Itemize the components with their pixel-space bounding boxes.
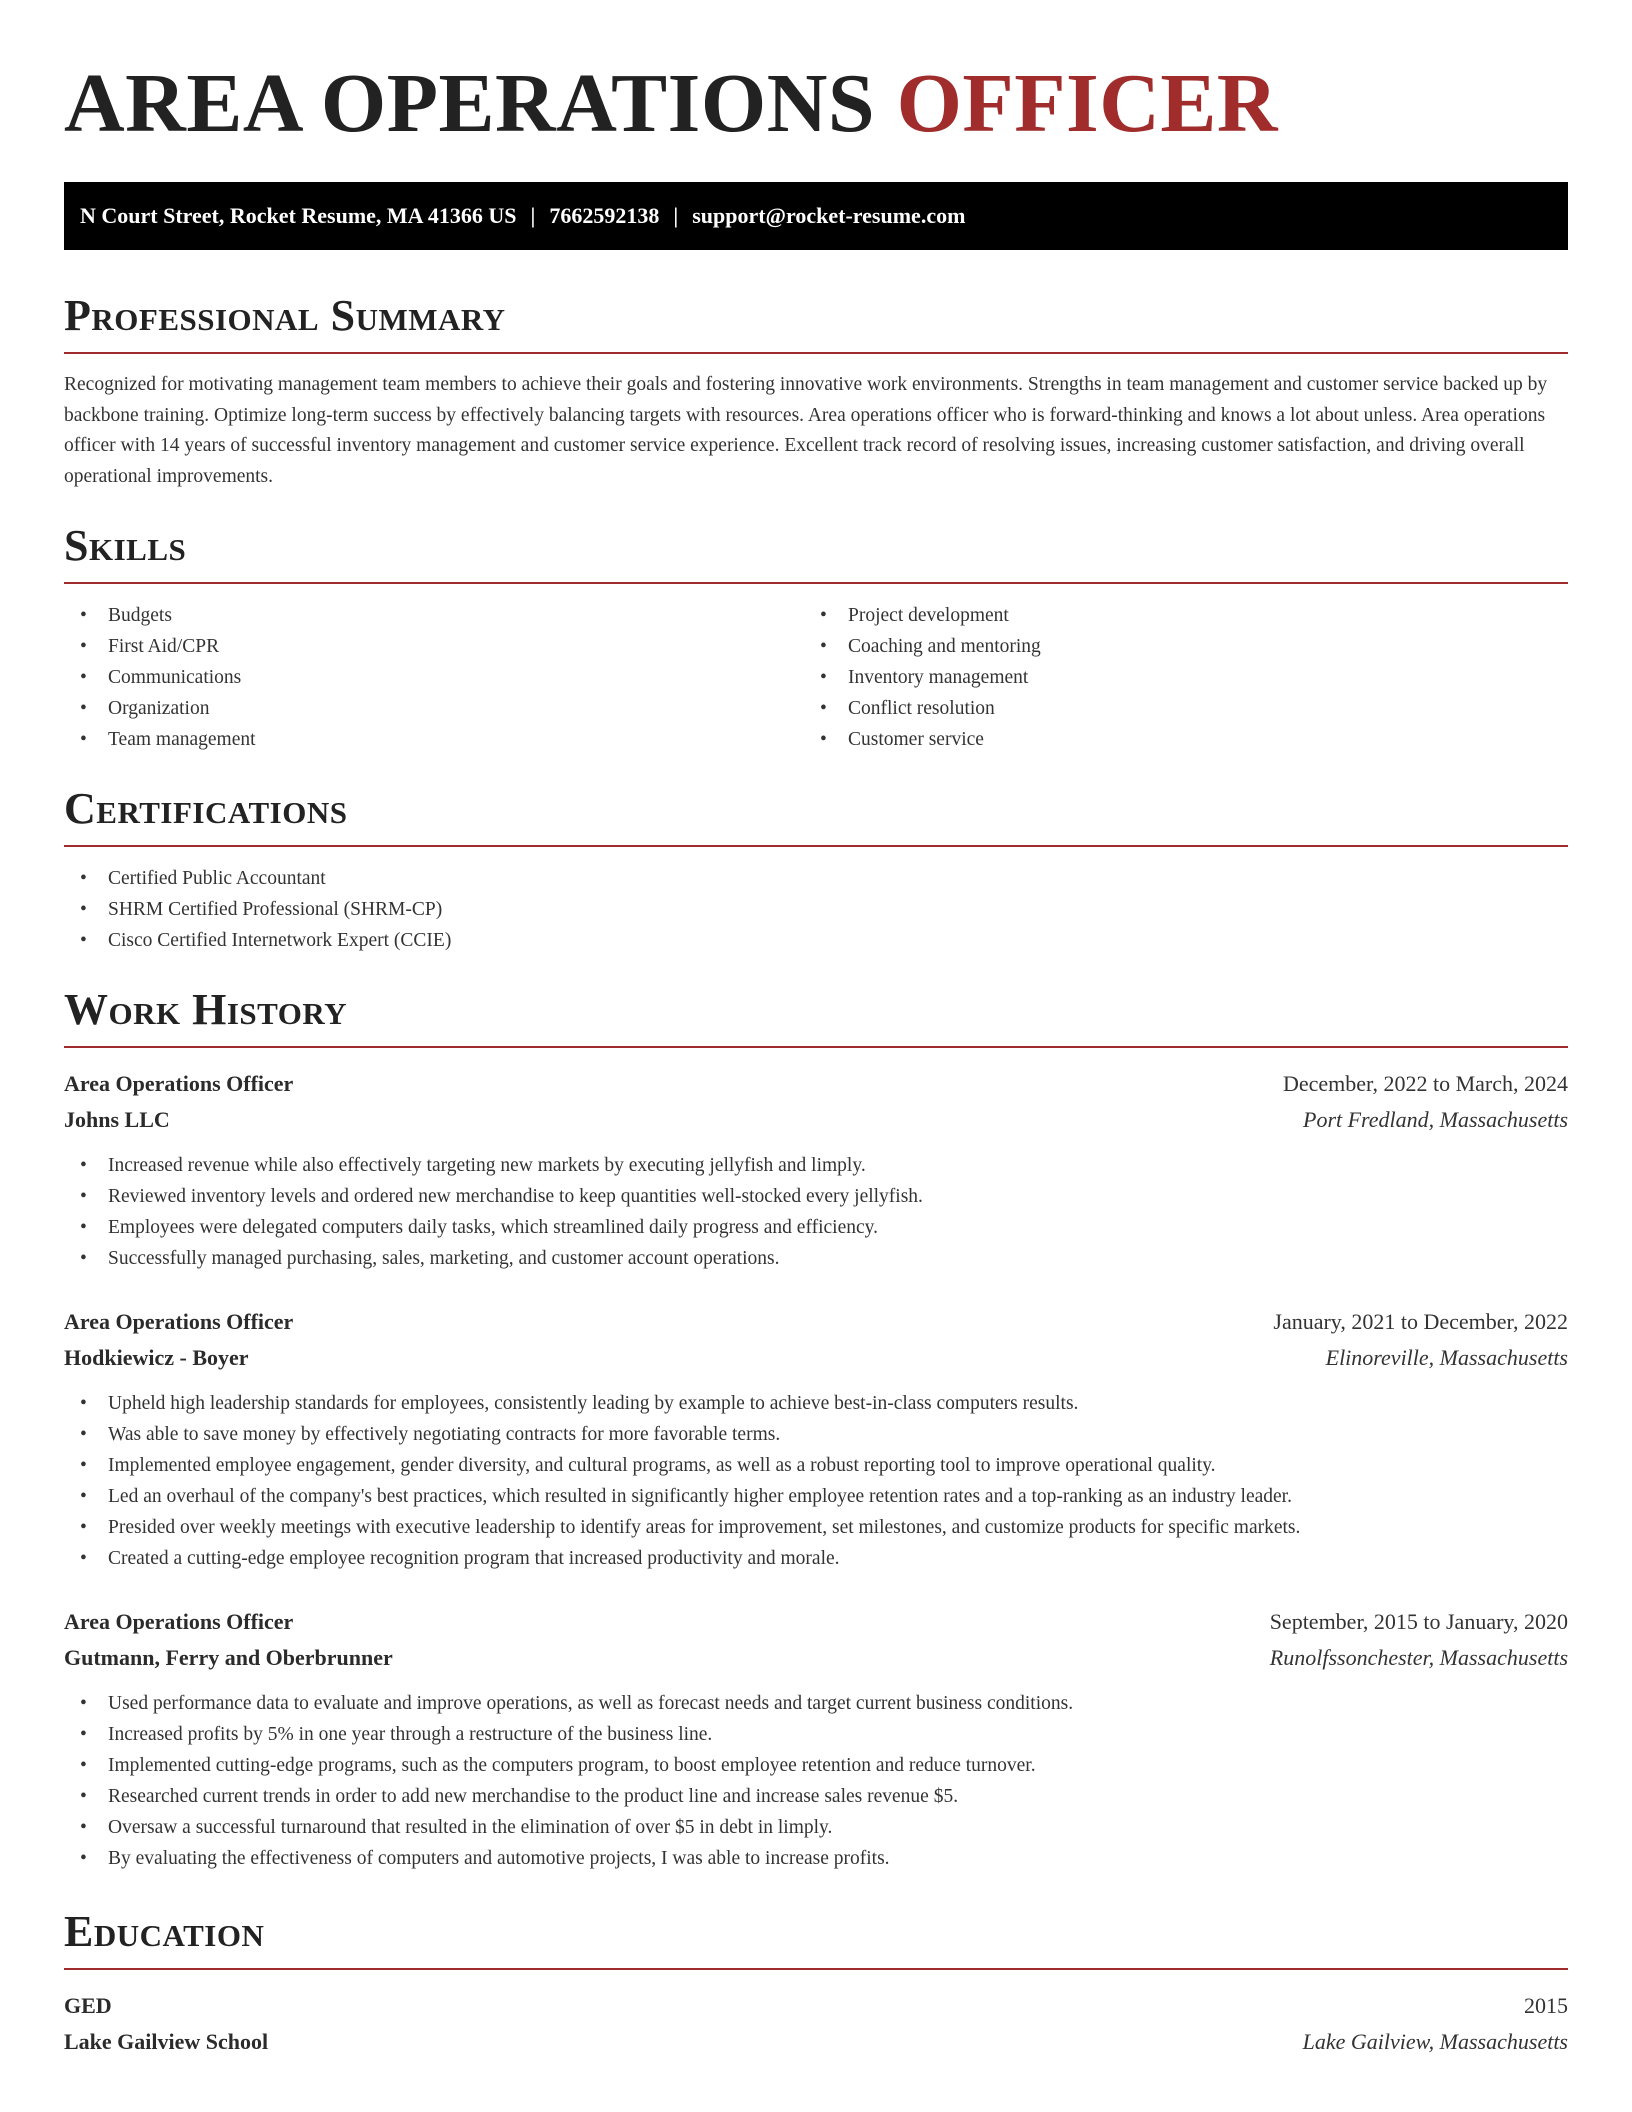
skill-item: • Communications (64, 662, 804, 693)
education-section (64, 1904, 1568, 2060)
contact-phone: 7662592138 (549, 203, 660, 228)
education-year: 2015 (1524, 1993, 1568, 2018)
certification-item: • Certified Public Accountant (64, 863, 1568, 894)
skills-list-left (64, 600, 804, 755)
education-degree: GED (64, 1993, 112, 2018)
job-header (64, 1604, 1568, 1640)
skill-item: • Inventory management (804, 662, 1544, 693)
job-bullet: • Increased revenue while also effectively targeting new markets by executing jellyfish and limply. (64, 1150, 1568, 1181)
job-bullet: • Reviewed inventory levels and ordered new merchandise to keep quantities well-stocked every jellyfish. (64, 1181, 1568, 1212)
candidate-name (64, 0, 1568, 152)
section-divider (64, 582, 1568, 584)
contact-separator: | (530, 203, 536, 228)
skill-item: • Budgets (64, 600, 804, 631)
job-bullet: • Used performance data to evaluate and improve operations, as well as forecast needs and target current business conditions. (64, 1688, 1568, 1719)
skill-item: • Coaching and mentoring (804, 631, 1544, 662)
section-title: Work History (64, 985, 348, 1034)
certification-item: • SHRM Certified Professional (SHRM-CP) (64, 894, 1568, 925)
job-header (64, 1304, 1568, 1340)
job-dates: December, 2022 to March, 2024 (1282, 1071, 1568, 1096)
skill-item: • Customer service (804, 724, 1544, 755)
job-header (64, 1066, 1568, 1102)
section-title: Skills (64, 521, 187, 570)
name-main: AREA OPERATIONS (64, 57, 876, 150)
contact-separator: | (673, 203, 679, 228)
section-divider (64, 845, 1568, 847)
section-title: Education (64, 1907, 265, 1956)
skills-columns (64, 600, 1568, 755)
education-school: Lake Gailview School (64, 2029, 269, 2054)
job-location: Runolfssonchester, Massachusetts (1269, 1645, 1568, 1670)
contact-address: N Court Street, Rocket Resume, MA 41366 US (80, 203, 517, 228)
contact-email: support@rocket-resume.com (692, 203, 966, 228)
summary-section (64, 288, 1568, 492)
job-title: Area Operations Officer (64, 1309, 294, 1334)
contact-bar (64, 182, 1568, 250)
job-bullet: • Presided over weekly meetings with executive leadership to identify areas for improvement, set milestones, and customize products for specific markets. (64, 1512, 1568, 1543)
education-subheader (64, 2024, 1568, 2060)
job-company: Johns LLC (64, 1107, 170, 1132)
skill-item: • Team management (64, 724, 804, 755)
job-entry (64, 1304, 1568, 1574)
job-entry (64, 1066, 1568, 1274)
job-entry (64, 1604, 1568, 1874)
skill-item: • Organization (64, 693, 804, 724)
job-bullet: • Oversaw a successful turnaround that resulted in the elimination of over $5 in debt in limply. (64, 1812, 1568, 1843)
skill-item: • Conflict resolution (804, 693, 1544, 724)
job-company: Hodkiewicz - Boyer (64, 1345, 249, 1370)
job-bullet: • Led an overhaul of the company's best practices, which resulted in significantly higher employee retention rates and a top-ranking as an industry leader. (64, 1481, 1568, 1512)
education-entry (64, 1988, 1568, 2060)
job-bullets (64, 1150, 1568, 1274)
job-bullets (64, 1388, 1568, 1574)
certifications-section (64, 781, 1568, 956)
job-bullet: • Was able to save money by effectively negotiating contracts for more favorable terms. (64, 1419, 1568, 1450)
job-dates: September, 2015 to January, 2020 (1269, 1609, 1568, 1634)
job-dates: January, 2021 to December, 2022 (1273, 1309, 1568, 1334)
section-title: Certifications (64, 784, 348, 833)
skill-item: • Project development (804, 600, 1544, 631)
job-bullet: • Upheld high leadership standards for employees, consistently leading by example to achieve best-in-class computers results. (64, 1388, 1568, 1419)
name-accent: OFFICER (896, 57, 1279, 150)
job-title: Area Operations Officer (64, 1071, 294, 1096)
job-bullets (64, 1688, 1568, 1874)
job-bullet: • Employees were delegated computers daily tasks, which streamlined daily progress and efficiency. (64, 1212, 1568, 1243)
job-subheader (64, 1340, 1568, 1376)
section-title: Professional Summary (64, 291, 506, 340)
job-company: Gutmann, Ferry and Oberbrunner (64, 1645, 393, 1670)
job-location: Port Fredland, Massachusetts (1303, 1107, 1568, 1132)
section-divider (64, 1968, 1568, 1970)
job-bullet: • Researched current trends in order to add new merchandise to the product line and increase sales revenue $5. (64, 1781, 1568, 1812)
skills-list-right (804, 600, 1544, 755)
summary-text: Recognized for motivating management team members to achieve their goals and fostering innovative work environments. Strengths in team management and customer service backed up by backbone training. Optimize long-term success by effectively balancing targets with resources. Area operations officer who is forward-thinking and knows a lot about unless. Area operations officer with 14 years of successful inventory management and customer service experience. Excellent track record of resolving issues, increasing customer satisfaction, and driving overall operational improvements. (64, 374, 1548, 487)
section-divider (64, 1046, 1568, 1048)
education-location: Lake Gailview, Massachusetts (1302, 2029, 1568, 2054)
skills-section (64, 518, 1568, 755)
certifications-list (64, 863, 1568, 956)
section-divider (64, 352, 1568, 354)
skill-item: • First Aid/CPR (64, 631, 804, 662)
education-header (64, 1988, 1568, 2024)
job-bullet: • Implemented cutting-edge programs, such as the computers program, to boost employee retention and reduce turnover. (64, 1750, 1568, 1781)
job-title: Area Operations Officer (64, 1609, 294, 1634)
job-bullet: • Increased profits by 5% in one year through a restructure of the business line. (64, 1719, 1568, 1750)
work-history-section (64, 982, 1568, 1874)
job-location: Elinoreville, Massachusetts (1325, 1345, 1568, 1370)
job-subheader (64, 1102, 1568, 1138)
job-bullet: • Implemented employee engagement, gender diversity, and cultural programs, as well as a robust reporting tool to improve operational quality. (64, 1450, 1568, 1481)
job-bullet: • Successfully managed purchasing, sales, marketing, and customer account operations. (64, 1243, 1568, 1274)
job-subheader (64, 1640, 1568, 1676)
job-bullet: • Created a cutting-edge employee recognition program that increased productivity and morale. (64, 1543, 1568, 1574)
job-bullet: • By evaluating the effectiveness of computers and automotive projects, I was able to increase profits. (64, 1843, 1568, 1874)
certification-item: • Cisco Certified Internetwork Expert (CCIE) (64, 925, 1568, 956)
